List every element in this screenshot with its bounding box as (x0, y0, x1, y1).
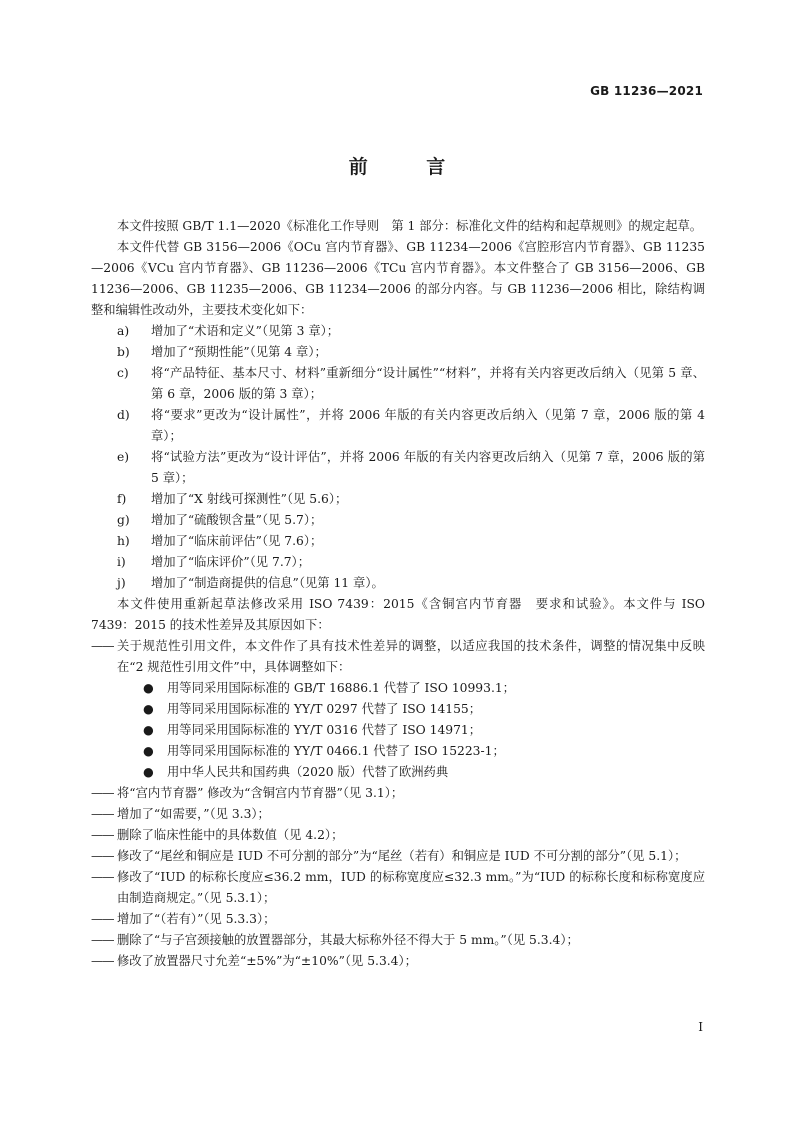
bullet-item-text: 用等同采用国际标准的 GB/T 16886.1 代替了 ISO 10993.1； (167, 681, 515, 695)
list-marker: d) (117, 408, 130, 422)
dash-marker: —— (91, 912, 114, 926)
list-item-text: 将“产品特征、基本尺寸、材料”重新细分“设计属性”“材料”，并将有关内容更改后纳入（见第 5 章、第 6 章，2006 版的第 3 章）； (151, 366, 705, 401)
bullet-marker: ● (143, 744, 154, 758)
dash-item (91, 804, 705, 825)
bullet-marker: ● (143, 765, 154, 779)
technical-differences-list (91, 636, 705, 972)
dash-item-text: 将“宫内节育器” 修改为“含铜宫内节育器”（见 3.1）； (117, 786, 404, 800)
bullet-marker: ● (143, 681, 154, 695)
dash-item-text: 删除了“与子宫颈接触的放置器部分，其最大标称外径不得大于 5 mm。”（见 5.3.4）； (117, 933, 579, 947)
paragraph-drafting-rules: 本文件按照 GB/T 1.1—2020《标准化工作导则 第 1 部分：标准化文件的结构和起草规则》的规定起草。 (117, 219, 703, 233)
bullet-marker: ● (143, 702, 154, 716)
dash-marker: —— (91, 933, 114, 947)
dash-item (91, 867, 705, 909)
dash-item-text: 修改了“尾丝和铜应是 IUD 不可分割的部分”为“尾丝（若有）和铜应是 IUD 不可分割的部分”（见 5.1）； (117, 849, 687, 863)
dash-item-text: 增加了“（若有）”（见 5.3.3）； (117, 912, 276, 926)
list-item-text: 增加了“硫酸钡含量”（见 5.7）； (151, 513, 323, 527)
document-body (91, 216, 705, 972)
standard-code: GB 11236—2021 (590, 84, 703, 98)
dash-item-text: 增加了“如需要，”（见 3.3）； (117, 807, 270, 821)
list-item (91, 552, 705, 573)
list-item-text: 增加了“制造商提供的信息”（见第 11 章）。 (151, 576, 384, 590)
list-item (91, 510, 705, 531)
list-item (91, 363, 705, 405)
list-marker: g) (117, 513, 130, 527)
dash-item-text: 修改了“IUD 的标称长度应≤36.2 mm，IUD 的标称宽度应≤32.3 mm。”为“IUD 的标称长度和标称宽度应由制造商规定。”（见 5.3.1）； (117, 870, 705, 905)
bullet-item (91, 762, 705, 783)
list-marker: h) (117, 534, 130, 548)
technical-changes-list (91, 321, 705, 594)
list-item-text: 增加了“预期性能”（见第 4 章）； (151, 345, 327, 359)
list-item (91, 405, 705, 447)
list-item (91, 573, 705, 594)
dash-marker: —— (91, 786, 114, 800)
list-item (91, 447, 705, 489)
bullet-item (91, 720, 705, 741)
list-item-text: 增加了“X 射线可探测性”（见 5.6）； (151, 492, 348, 506)
list-marker: f) (117, 492, 127, 506)
dash-item-text: 修改了放置器尺寸允差“±5%”为“±10%”（见 5.3.4）； (117, 954, 417, 968)
bullet-item-text: 用中华人民共和国药典（2020 版）代替了欧洲药典 (167, 765, 449, 779)
list-marker: e) (117, 450, 130, 464)
page-title: 前 言 (348, 156, 472, 178)
list-item-text: 增加了“临床评价”（见 7.7）； (151, 555, 311, 569)
dash-marker: —— (91, 639, 114, 653)
dash-item (91, 783, 705, 804)
dash-item (91, 909, 705, 930)
list-item (91, 489, 705, 510)
list-item (91, 321, 705, 342)
list-marker: i) (117, 555, 126, 569)
list-item (91, 531, 705, 552)
list-item-text: 将“要求”更改为“设计属性”，并将 2006 年版的有关内容更改后纳入（见第 7 章，2006 版的第 4 章）； (151, 408, 705, 443)
dash-item (91, 825, 705, 846)
dash-item (91, 951, 705, 972)
dash-item (91, 930, 705, 951)
list-item (91, 342, 705, 363)
bullet-item-text: 用等同采用国际标准的 YY/T 0297 代替了 ISO 14155； (167, 702, 482, 716)
bullet-item-text: 用等同采用国际标准的 YY/T 0466.1 代替了 ISO 15223-1； (167, 744, 505, 758)
page-number: I (698, 1020, 703, 1034)
dash-marker: —— (91, 828, 114, 842)
bullet-item (91, 678, 705, 699)
dash-item-text: 删除了临床性能中的具体数值（见 4.2）； (117, 828, 344, 842)
list-marker: b) (117, 345, 130, 359)
dash-marker: —— (91, 954, 114, 968)
list-item-text: 增加了“临床前评估”（见 7.6）； (151, 534, 323, 548)
bullet-item (91, 741, 705, 762)
dash-item (91, 846, 705, 867)
paragraph-replaced-standards: 本文件代替 GB 3156—2006《OCu 宫内节育器》、GB 11234—2006《宫腔形宫内节育器》、GB 11235—2006《VCu 宫内节育器》、GB 11236—2006《TCu 宫内节育器》。本文件整合了 GB 3156—2006、GB 11236—2006、GB 11235—2006、GB 11234—2006 的部分内容。与 GB 11236—2006 相比，除结构调整和编辑性改动外，主要技术变化如下： (91, 240, 705, 317)
list-marker: j) (117, 576, 126, 590)
dash-item-text: 关于规范性引用文件，本文件作了具有技术性差异的调整，以适应我国的技术条件，调整的情况集中反映在“2 规范性引用文件”中，具体调整如下： (117, 639, 705, 674)
dash-marker: —— (91, 849, 114, 863)
dash-marker: —— (91, 807, 114, 821)
dash-marker: —— (91, 870, 114, 884)
list-item-text: 增加了“术语和定义”（见第 3 章）； (151, 324, 340, 338)
bullet-marker: ● (143, 723, 154, 737)
bullet-item-text: 用等同采用国际标准的 YY/T 0316 代替了 ISO 14971； (167, 723, 482, 737)
dash-item (91, 636, 705, 678)
list-item-text: 将“试验方法”更改为“设计评估”，并将 2006 年版的有关内容更改后纳入（见第 7 章，2006 版的第 5 章）； (151, 450, 705, 485)
paragraph-iso-adoption: 本文件使用重新起草法修改采用 ISO 7439：2015《含铜宫内节育器 要求和试验》。本文件与 ISO 7439：2015 的技术性差异及其原因如下： (91, 597, 705, 632)
list-marker: c) (117, 366, 129, 380)
list-marker: a) (117, 324, 130, 338)
bullet-item (91, 699, 705, 720)
